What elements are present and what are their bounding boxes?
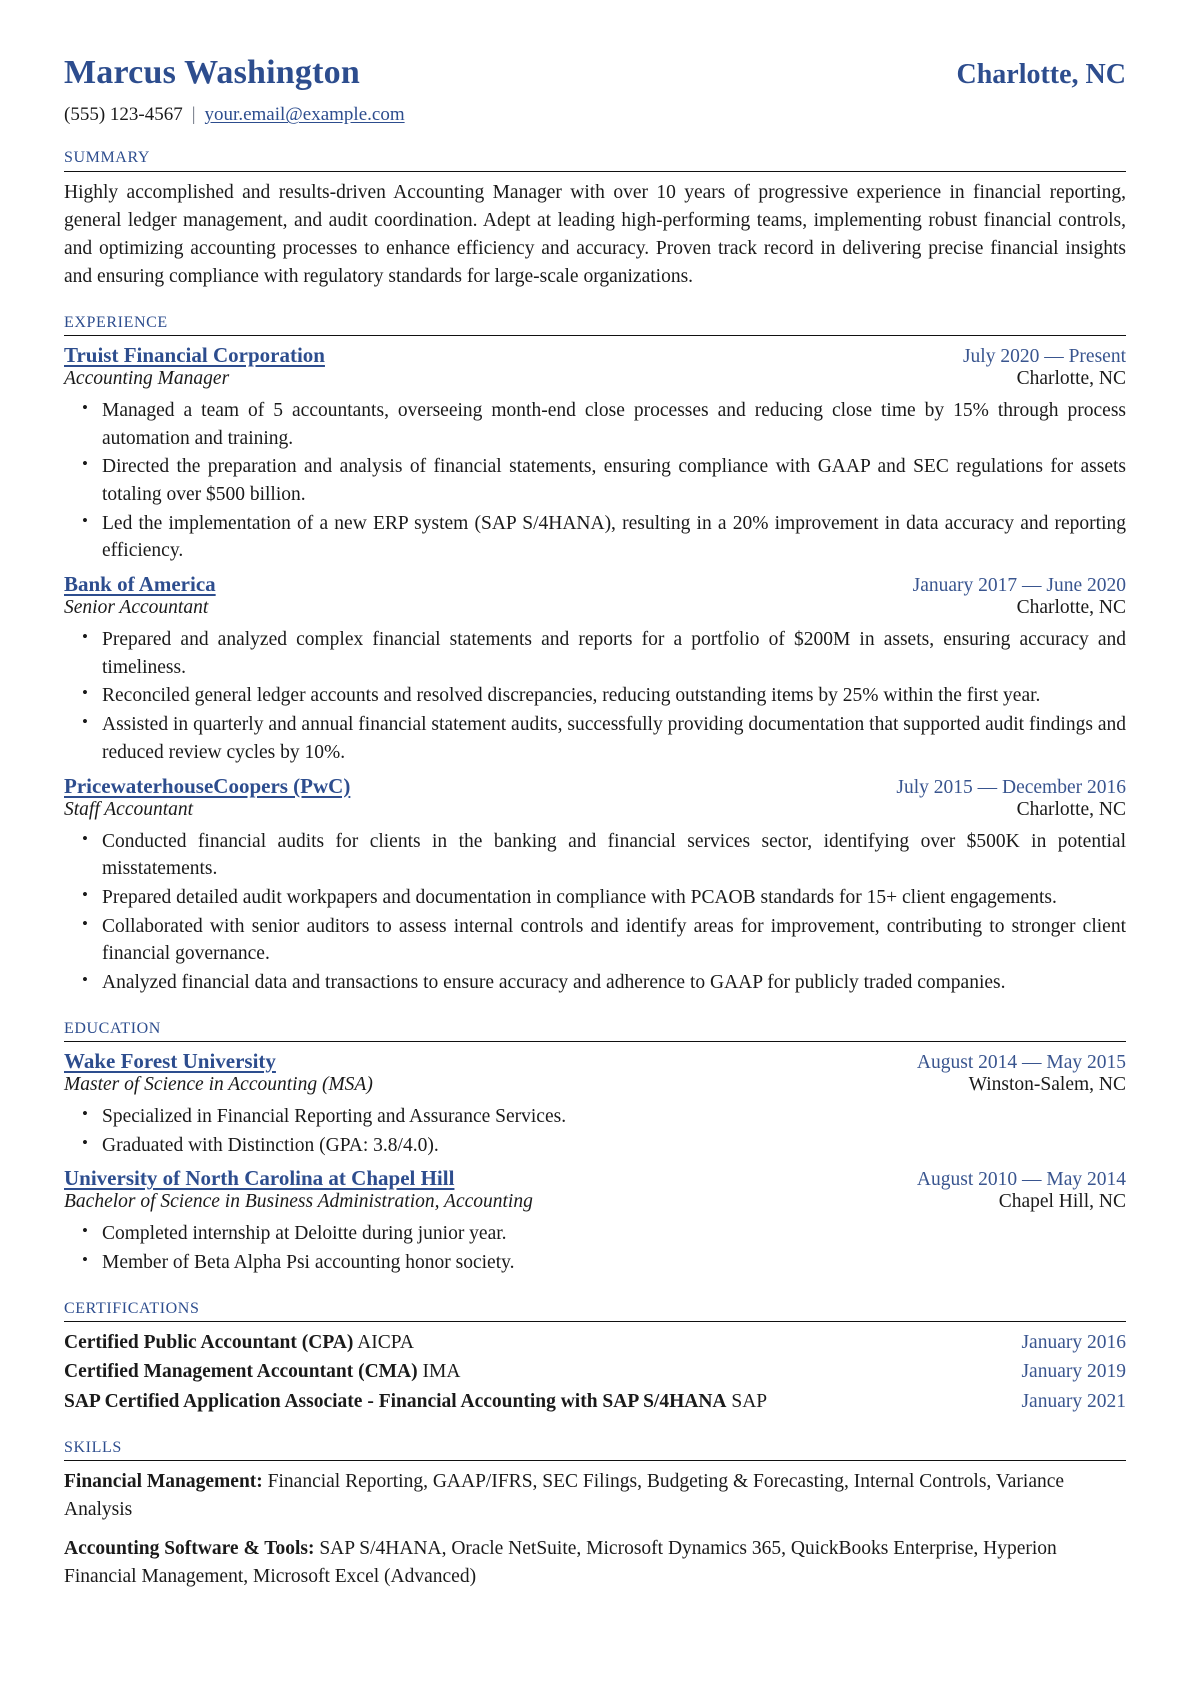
contact-line xyxy=(64,104,1126,126)
skill-group xyxy=(64,1468,1126,1523)
entry-role-line xyxy=(64,799,1126,821)
section-rule xyxy=(64,335,1126,336)
entry-bullet: • Specialized in Financial Reporting and Assurance Services. xyxy=(102,1103,1126,1131)
email-link[interactable]: your.email@example.com xyxy=(204,104,405,126)
entry-bullet-list xyxy=(64,828,1126,997)
education-list xyxy=(64,1049,1126,1277)
entry-org-line xyxy=(64,1166,1126,1191)
certifications-list xyxy=(64,1329,1126,1416)
entry-location: Winston-Salem, NC xyxy=(968,1073,1126,1095)
entry-bullet: • Analyzed financial data and transactions to ensure accuracy and adherence to GAAP for publicly traded companies. xyxy=(102,969,1126,997)
entry-bullet-list xyxy=(64,397,1126,565)
entry-organization[interactable]: Truist Financial Corporation xyxy=(64,342,325,367)
certification-issuer: IMA xyxy=(422,1361,461,1383)
entry-org-line xyxy=(64,774,1126,799)
candidate-location: Charlotte, NC xyxy=(956,59,1126,90)
section-rule xyxy=(64,1460,1126,1461)
entry xyxy=(64,1166,1126,1276)
entry-role: Staff Accountant xyxy=(64,798,194,820)
section-rule xyxy=(64,1041,1126,1042)
section-title-skills: skills xyxy=(64,1431,122,1457)
skills-list xyxy=(64,1468,1126,1591)
entry xyxy=(64,1049,1126,1159)
section-certifications xyxy=(64,1294,1126,1416)
entry-role-line xyxy=(64,597,1126,619)
certification-label xyxy=(64,1329,414,1357)
skill-category: Accounting Software & Tools: xyxy=(64,1538,315,1560)
certification-issuer: SAP xyxy=(731,1391,768,1413)
entry-bullet: • Reconciled general ledger accounts and resolved discrepancies, reducing outstanding items by 25% within the first year. xyxy=(102,682,1126,710)
entry xyxy=(64,572,1126,766)
section-skills xyxy=(64,1433,1126,1591)
section-rule xyxy=(64,171,1126,172)
certification-date: January 2021 xyxy=(1021,1391,1126,1413)
certification-date: January 2019 xyxy=(1021,1361,1126,1383)
entry-date-range: August 2014 — May 2015 xyxy=(916,1051,1126,1073)
entry-bullet: • Collaborated with senior auditors to assess internal controls and identify areas for improvement, contributing to stronger client financial governance. xyxy=(102,913,1126,968)
entry-role: Senior Accountant xyxy=(64,597,209,619)
section-education xyxy=(64,1014,1126,1277)
entry xyxy=(64,343,1126,565)
entry-role: Accounting Manager xyxy=(64,367,230,389)
section-title-summary: summary xyxy=(64,142,151,168)
entry-location: Charlotte, NC xyxy=(1016,798,1126,820)
certification-row xyxy=(64,1358,1126,1386)
entry-role: Bachelor of Science in Business Administration, Accounting xyxy=(64,1191,533,1213)
entry-org-line xyxy=(64,1049,1126,1074)
skill-items: Financial Reporting, GAAP/IFRS, SEC Filings, Budgeting & Forecasting, Internal Controls, Variance Analysis xyxy=(64,1470,1065,1520)
entry-bullet-list xyxy=(64,626,1126,766)
section-title-education: education xyxy=(64,1012,161,1038)
phone-number: (555) 123-4567 xyxy=(64,104,183,126)
entry-date-range: August 2010 — May 2014 xyxy=(916,1169,1126,1191)
entry-role: Master of Science in Accounting (MSA) xyxy=(64,1073,373,1095)
entry-role-line xyxy=(64,1191,1126,1213)
certification-row xyxy=(64,1329,1126,1357)
certification-row xyxy=(64,1388,1126,1416)
entry-date-range: January 2017 — June 2020 xyxy=(912,575,1126,597)
entry-bullet: • Graduated with Distinction (GPA: 3.8/4.0). xyxy=(102,1132,1126,1160)
entry-organization[interactable]: Wake Forest University xyxy=(64,1048,276,1073)
entry-bullet: • Member of Beta Alpha Psi accounting honor society. xyxy=(102,1249,1126,1277)
skill-items: SAP S/4HANA, Oracle NetSuite, Microsoft Dynamics 365, QuickBooks Enterprise, Hyperion Financial Management, Microsoft Excel (Advanced) xyxy=(64,1538,1057,1587)
section-experience xyxy=(64,308,1126,997)
certification-name: Certified Management Accountant (CMA) xyxy=(64,1361,418,1383)
entry-location: Chapel Hill, NC xyxy=(998,1191,1126,1213)
entry-bullet: • Assisted in quarterly and annual financial statement audits, successfully providing documentation that supported audit findings and reduced review cycles by 10%. xyxy=(102,711,1126,766)
certification-name: Certified Public Accountant (CPA) xyxy=(64,1331,354,1353)
entry-role-line xyxy=(64,368,1126,390)
entry-org-line xyxy=(64,343,1126,368)
entry-org-line xyxy=(64,572,1126,597)
experience-list xyxy=(64,343,1126,997)
entry-bullet: • Completed internship at Deloitte during junior year. xyxy=(102,1220,1126,1248)
entry-role-line xyxy=(64,1074,1126,1096)
entry-bullet-list xyxy=(64,1103,1126,1159)
entry-location: Charlotte, NC xyxy=(1016,597,1126,619)
entry-bullet: • Directed the preparation and analysis of financial statements, ensuring compliance with GAAP and SEC regulations for assets totaling over $500 billion. xyxy=(102,453,1126,508)
entry-bullet: • Prepared and analyzed complex financial statements and reports for a portfolio of $200M in assets, ensuring accuracy and timeliness. xyxy=(102,626,1126,681)
entry-bullet: • Managed a team of 5 accountants, overseeing month-end close processes and reducing close time by 15% through process automation and training. xyxy=(102,397,1126,452)
resume-header xyxy=(64,54,1126,91)
contact-separator: | xyxy=(191,104,196,126)
entry-bullet: • Prepared detailed audit workpapers and documentation in compliance with PCAOB standards for 15+ client engagements. xyxy=(102,884,1126,912)
section-summary xyxy=(64,143,1126,290)
section-title-experience: experience xyxy=(64,306,168,332)
skill-group xyxy=(64,1535,1126,1590)
section-rule xyxy=(64,1321,1126,1322)
certification-label xyxy=(64,1388,767,1416)
candidate-name: Marcus Washington xyxy=(64,54,360,91)
entry-location: Charlotte, NC xyxy=(1016,367,1126,389)
section-title-certifications: certifications xyxy=(64,1292,200,1318)
entry-organization[interactable]: University of North Carolina at Chapel Hill xyxy=(64,1166,455,1191)
skill-category: Financial Management: xyxy=(64,1470,263,1492)
entry-organization[interactable]: PricewaterhouseCoopers (PwC) xyxy=(64,773,351,798)
entry-bullet: • Conducted financial audits for clients in the banking and financial services sector, identifying over $500K in potential misstatements. xyxy=(102,828,1126,883)
certification-date: January 2016 xyxy=(1021,1331,1126,1353)
entry-organization[interactable]: Bank of America xyxy=(64,572,216,597)
certification-name: SAP Certified Application Associate - Financial Accounting with SAP S/4HANA xyxy=(64,1391,727,1413)
summary-text: Highly accomplished and results-driven Accounting Manager with over 10 years of progressive experience in financial reporting, general ledger management, and audit coordination. Adept at leading high-performing teams, implementing robust financial controls, and optimizing accounting processes to enhance efficiency and accuracy. Proven track record in delivering precise financial insights and ensuring compliance with regulatory standards for large-scale organizations. xyxy=(64,181,1126,287)
entry-date-range: July 2015 — December 2016 xyxy=(896,776,1126,798)
entry xyxy=(64,774,1126,997)
entry-bullet-list xyxy=(64,1220,1126,1276)
entry-date-range: July 2020 — Present xyxy=(962,345,1126,367)
entry-bullet: • Led the implementation of a new ERP system (SAP S/4HANA), resulting in a 20% improvement in data accuracy and reporting efficiency. xyxy=(102,510,1126,565)
certification-label xyxy=(64,1358,460,1386)
certification-issuer: AICPA xyxy=(357,1331,414,1353)
